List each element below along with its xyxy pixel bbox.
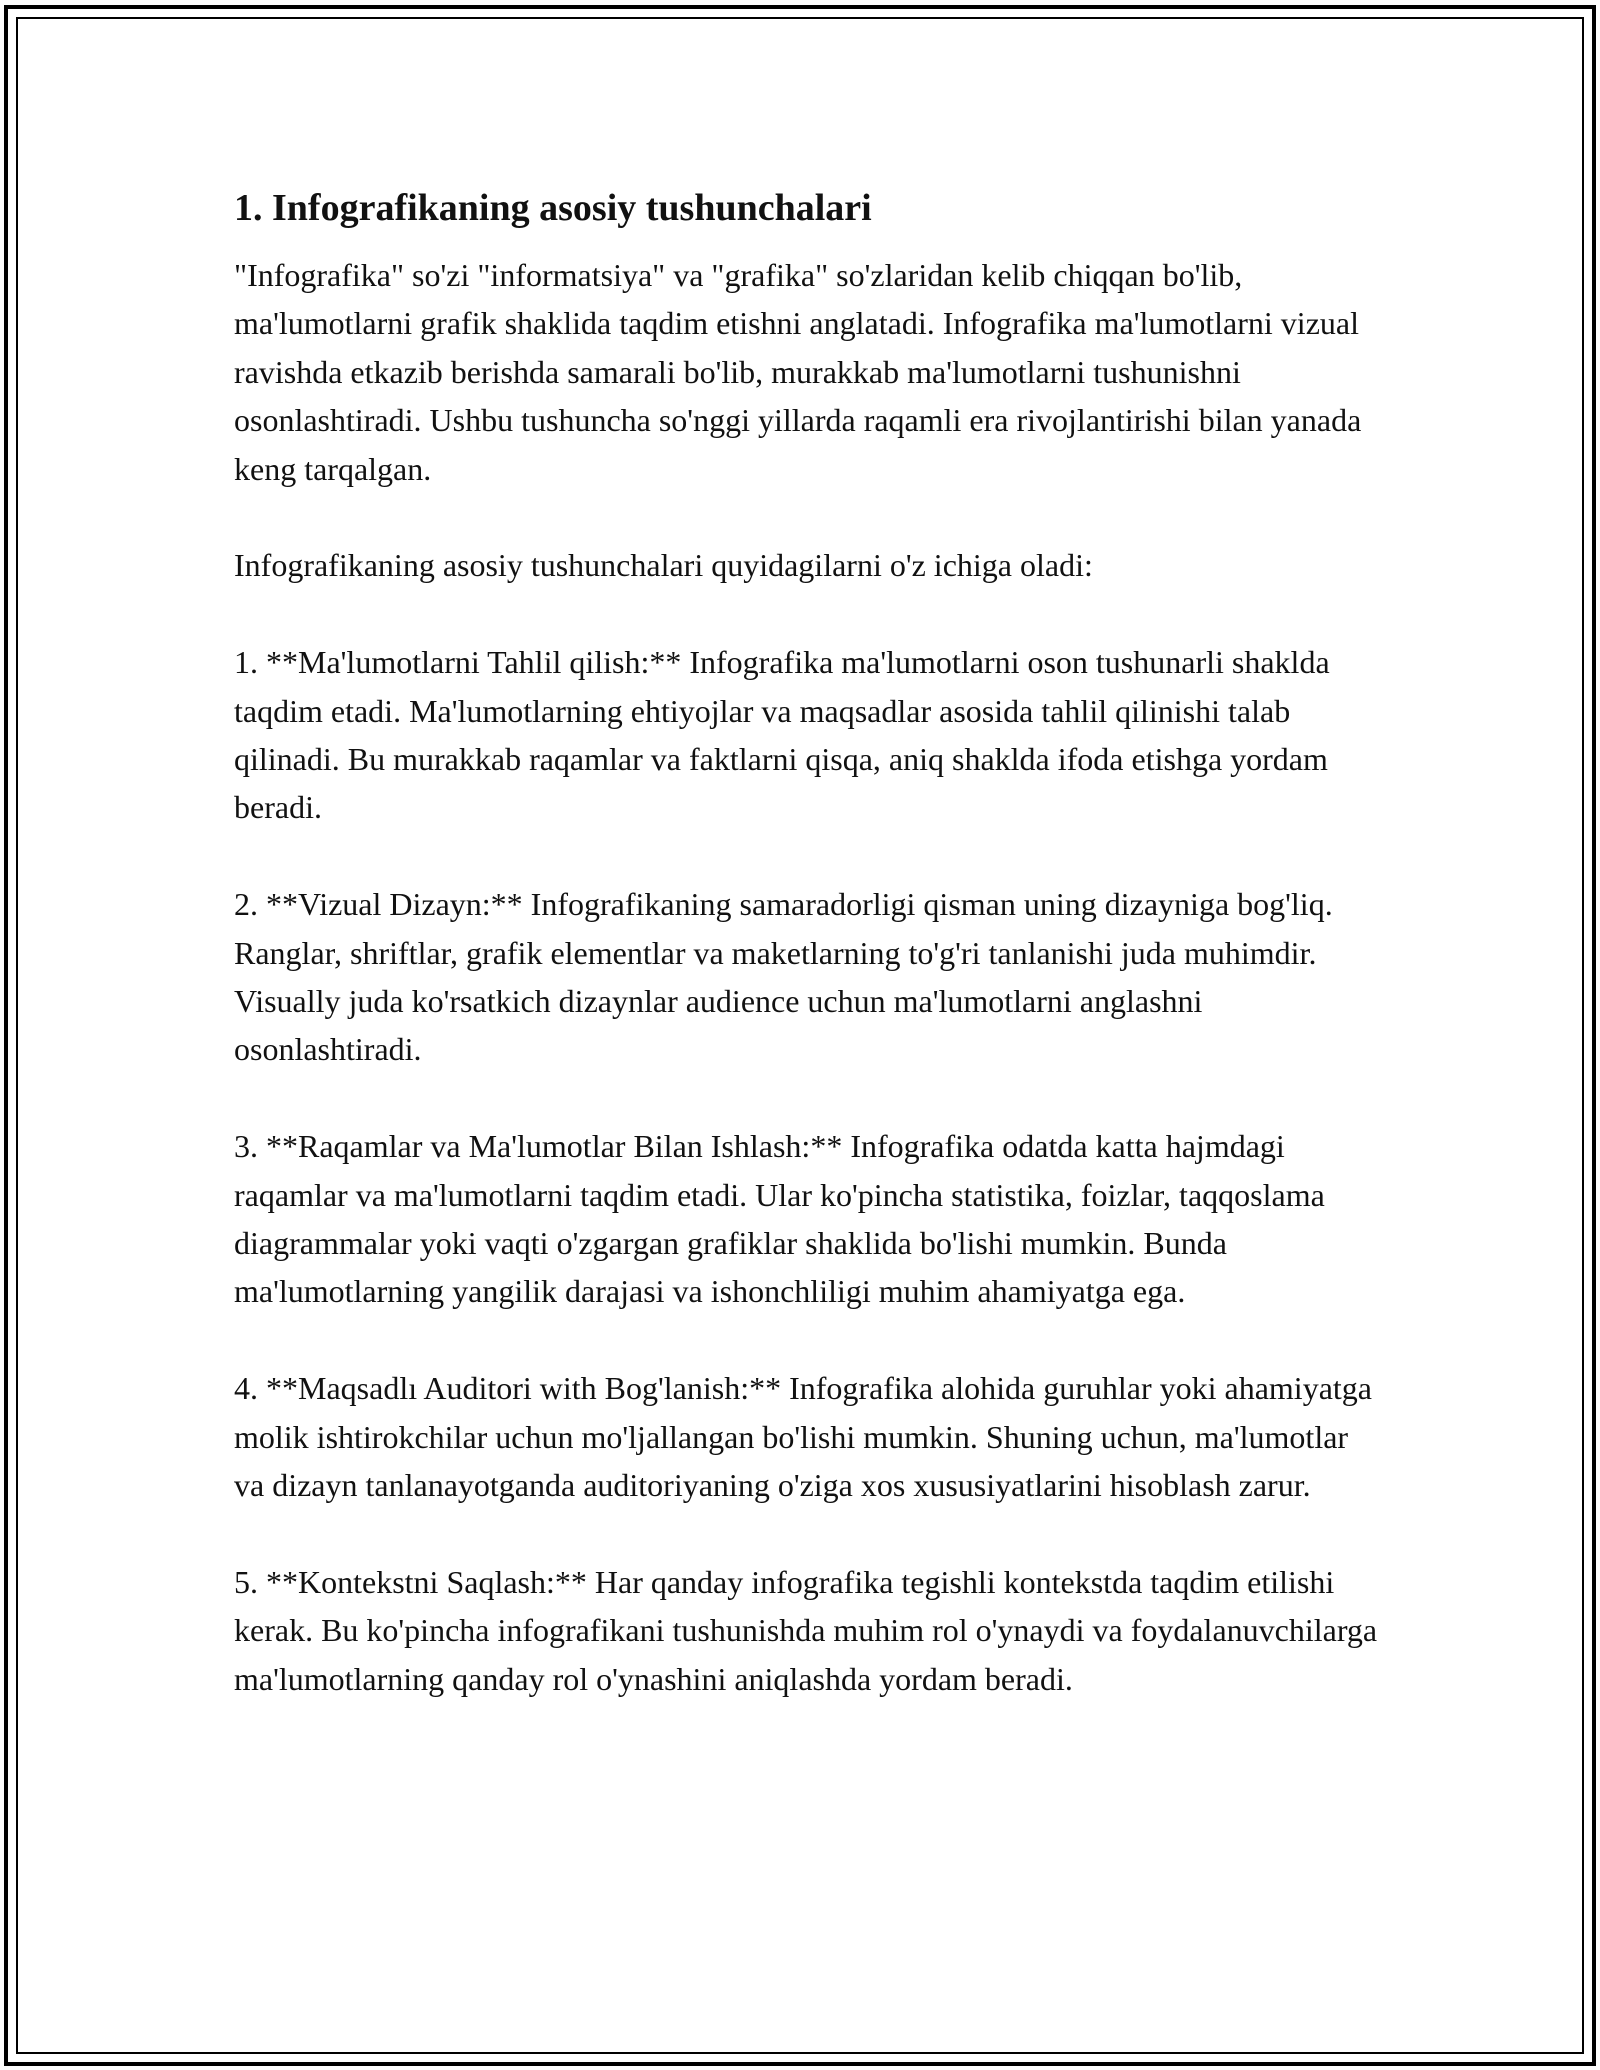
list-item-visual-design: 2. **Vizual Dizayn:** Infografikaning samaradorligi qisman uning dizayniga bog'liq. Ranglar, shriftlar, grafik elementlar va maketlarning to'g'ri tanlanishi juda muhimdir. Visually juda ko'rsatkich dizaynlar audience uchun ma'lumotlarni anglashni osonlashtiradi. bbox=[234, 886, 1333, 1068]
list-item-context: 5. **Kontekstni Saqlash:** Har qanday infografika tegishli kontekstda taqdim etilishi kerak. Bu ko'pincha infografikani tushunishda muhim rol o'ynaydi va foydalanuvchilarga ma'lumotlarning qanday rol o'ynashini aniqlashda yordam beradi. bbox=[234, 1563, 1378, 1697]
list-item-numbers-and-data: 3. **Raqamlar va Ma'lumotlar Bilan Ishlash:** Infografika odatda katta hajmdagi raqamlar va ma'lumotlarni taqdim etadi. Ular ko'pincha statistika, foizlar, taqqoslama diagrammalar yoki vaqti o'zgargan grafiklar shaklida bo'lishi mumkin. Bunda ma'lumotlarning yangilik darajasi va ishonchliligi muhim ahamiyatga ega. bbox=[234, 1128, 1325, 1310]
page-title: 1. Infografikaning asosiy tushunchalari bbox=[234, 187, 872, 229]
document-body bbox=[234, 185, 1384, 1751]
intro-paragraph: "Infografika" so'zi "informatsiya" va "grafika" so'zlaridan kelib chiqqan bo'lib, ma'lumotlarni grafik shaklida taqdim etishni anglatadi. Infografika ma'lumotlarni vizual ravishda etkazib berishda samarali bo'lib, murakkab ma'lumotlarni tushunishni osonlashtiradi. Ushbu tushuncha so'nggi yillarda raqamli era rivojlantirishi bilan yanada keng tarqalgan. bbox=[234, 257, 1362, 487]
list-item-target-audience: 4. **Maqsadlı Auditori with Bog'lanish:** Infografika alohida guruhlar yoki ahamiyatga molik ishtirokchilar uchun mo'ljallangan bo'lishi mumkin. Shuning uchun, ma'lumotlar va dizayn tanlanayotganda auditoriyaning o'ziga xos xususiyatlarini hisoblash zarur. bbox=[234, 1370, 1372, 1504]
list-item-data-analysis: 1. **Ma'lumotlarni Tahlil qilish:** Infografika ma'lumotlarni oson tushunarli shaklda taqdim etadi. Ma'lumotlarning ehtiyojlar va maqsadlar asosida tahlil qilinishi talab qilinadi. Bu murakkab raqamlar va faktlarni qisqa, aniq shaklda ifoda etishga yordam beradi. bbox=[234, 644, 1330, 826]
list-intro-paragraph: Infografikaning asosiy tushunchalari quyidagilarni o'z ichiga oladi: bbox=[234, 547, 1093, 584]
